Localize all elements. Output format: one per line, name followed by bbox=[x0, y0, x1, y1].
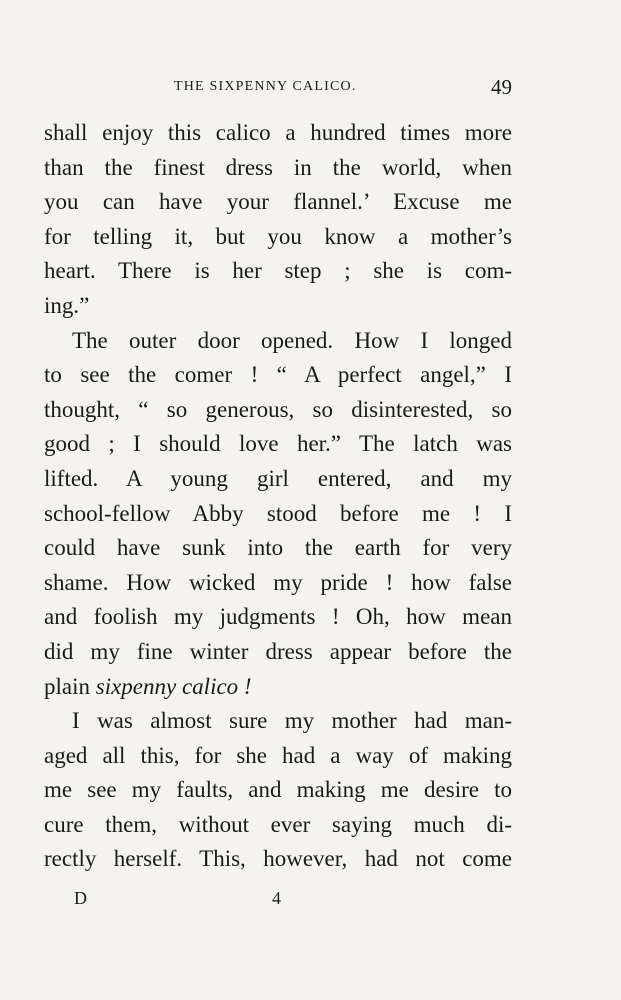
page-footer bbox=[44, 888, 512, 912]
text-line: than the finest dress in the world, when bbox=[44, 154, 512, 180]
text-line: lifted. A young girl entered, and my bbox=[44, 465, 512, 491]
text-line: shall enjoy this calico a hundred times more bbox=[44, 120, 512, 145]
text-line: ing.” bbox=[44, 292, 90, 318]
text-line: me see my faults, and making me desire to bbox=[44, 777, 512, 803]
text-line: The outer door opened. How I longed bbox=[72, 327, 512, 353]
text-line: and foolish my judgments ! Oh, how mean bbox=[44, 604, 512, 630]
text-line: heart. There is her step ; she is com- bbox=[44, 258, 512, 284]
text-line: good ; I should love her.” The latch was bbox=[44, 431, 512, 457]
page-header bbox=[44, 75, 512, 101]
sheet-number: 4 bbox=[272, 888, 281, 908]
text-line: rectly herself. This, however, had not come bbox=[44, 846, 512, 872]
text-line: thought, “ so generous, so disinterested, so bbox=[44, 396, 512, 422]
text-line bbox=[44, 670, 512, 705]
text-line: you can have your flannel.’ Excuse me bbox=[44, 189, 512, 215]
text-line: aged all this, for she had a way of making bbox=[44, 742, 512, 768]
body-text bbox=[44, 116, 512, 877]
text-line: could have sunk into the earth for very bbox=[44, 535, 512, 561]
text-line: to see the comer ! “ A perfect angel,” I bbox=[44, 362, 512, 388]
text-line: school-fellow Abby stood before me ! I bbox=[44, 500, 512, 526]
text-line: cure them, without ever saying much di- bbox=[44, 811, 512, 837]
text-line: for telling it, but you know a mother’s bbox=[44, 223, 512, 249]
text-fragment: plain bbox=[44, 673, 96, 699]
italic-phrase: sixpenny calico ! bbox=[95, 673, 252, 699]
signature-mark: D bbox=[74, 888, 87, 908]
text-line: I was almost sure my mother had man- bbox=[72, 708, 512, 734]
text-line: did my fine winter dress appear before the bbox=[44, 638, 512, 664]
text-line: shame. How wicked my pride ! how false bbox=[44, 569, 512, 595]
page-number: 49 bbox=[491, 75, 512, 99]
running-head: THE SIXPENNY CALICO. bbox=[174, 79, 357, 94]
